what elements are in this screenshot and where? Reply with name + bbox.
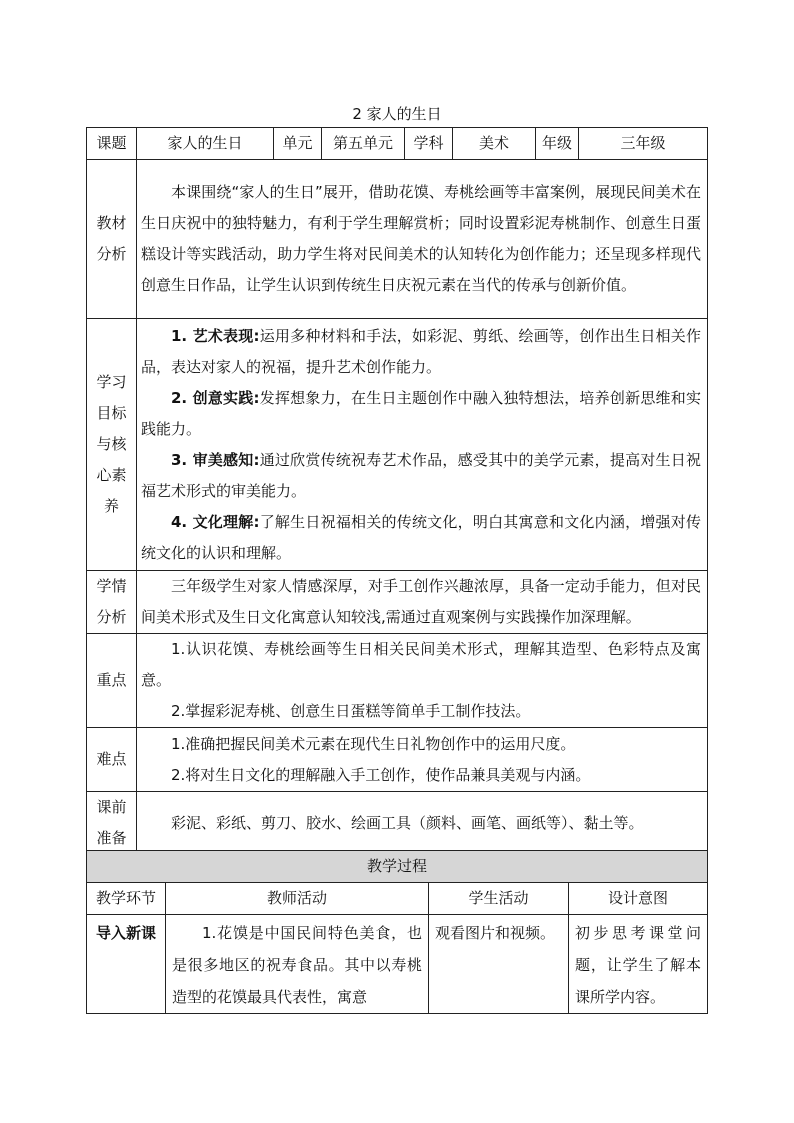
goals-cell <box>137 319 708 571</box>
preparation-cell <box>137 792 708 855</box>
textbook-analysis-text: 本课围绕“家人的生日”展开，借助花馍、寿桃绘画等丰富案例，展现民间美术在生日庆祝中的独特魅力，有利于学生理解赏析；同时设置彩泥寿桃制作、创意生日蛋糕设计等实践活动，助力学生将对民间美术的认知转化为创作能力；还呈现多样现代创意生日作品，让学生认识到传统生日庆祝元素在当代的传承与创新价值。 <box>141 183 701 294</box>
unit-label: 单元 <box>274 128 322 160</box>
goal-item <box>141 445 701 507</box>
textbook-analysis-label: 教材分析 <box>87 160 137 319</box>
unit-value: 第五单元 <box>322 128 405 160</box>
difficulties-cell <box>137 728 708 792</box>
preparation-text: 彩泥、彩纸、剪刀、胶水、绘画工具（颜料、画笔、画纸等）、黏土等。 <box>171 813 644 832</box>
column-header-intent: 设计意图 <box>569 883 708 915</box>
teaching-process-table <box>86 850 708 1014</box>
difficulties-label: 难点 <box>87 728 137 792</box>
goals-label: 学习目标与核心素养 <box>87 319 137 571</box>
learner-analysis-label: 学情分析 <box>87 571 137 634</box>
textbook-analysis-cell <box>137 160 708 319</box>
key-points-cell <box>137 634 708 728</box>
student-activity-cell: 观看图片和视频。 <box>429 915 569 1014</box>
difficulties-row <box>87 728 708 792</box>
preparation-row <box>87 792 708 855</box>
goal-heading: 4. 文化理解: <box>171 512 260 531</box>
difficulty-item: 1.准确把握民间美术元素在现代生日礼物创作中的运用尺度。 <box>171 734 576 753</box>
goal-heading: 3. 审美感知: <box>171 450 260 469</box>
column-header-stage: 教学环节 <box>87 883 166 915</box>
subject-value: 美术 <box>453 128 536 160</box>
learner-analysis-cell <box>137 571 708 634</box>
textbook-analysis-row <box>87 160 708 319</box>
grade-label: 年级 <box>536 128 579 160</box>
goal-text: 发挥想象力，在生日主题创作中融入独特想法，培养创新思维和实践能力。 <box>141 388 701 438</box>
teacher-activity-cell: 1.花馍是中国民间特色美食，也是很多地区的祝寿食品。其中以寿桃造型的花馍最具代表性，寓意 <box>166 915 429 1014</box>
learner-analysis-text: 三年级学生对家人情感深厚，对手工创作兴趣浓厚，具备一定动手能力，但对民间美术形式及生日文化寓意认知较浅,需通过直观案例与实践操作加深理解。 <box>141 577 701 626</box>
goal-text: 运用多种材料和手法，如彩泥、剪纸、绘画等，创作出生日相关作品，表达对家人的祝福，提升艺术创作能力。 <box>141 326 701 376</box>
key-points-label: 重点 <box>87 634 137 728</box>
column-header-student: 学生活动 <box>429 883 569 915</box>
process-title-row <box>87 851 708 883</box>
goal-item <box>141 507 701 569</box>
goal-text: 了解生日祝福相关的传统文化，明白其寓意和文化内涵，增强对传统文化的认识和理解。 <box>141 512 701 562</box>
goal-heading: 2. 创意实践: <box>171 388 260 407</box>
goal-item <box>141 383 701 445</box>
table-row <box>87 915 708 1014</box>
topic-label: 课题 <box>87 128 137 160</box>
goals-row <box>87 319 708 571</box>
topic-value: 家人的生日 <box>137 128 274 160</box>
learner-analysis-row <box>87 571 708 634</box>
difficulty-item: 2.将对生日文化的理解融入手工创作，使作品兼具美观与内涵。 <box>171 765 591 784</box>
header-row <box>87 128 708 160</box>
goal-item <box>141 321 701 383</box>
key-point-item: 2.掌握彩泥寿桃、创意生日蛋糕等简单手工制作技法。 <box>171 702 531 720</box>
document-title: 2 家人的生日 <box>352 105 442 123</box>
lesson-info-table <box>86 127 708 855</box>
key-point-item: 1.认识花馍、寿桃绘画等生日相关民间美术形式，理解其造型、色彩特点及寓意。 <box>141 640 701 689</box>
process-title: 教学过程 <box>87 851 708 883</box>
process-column-headers <box>87 883 708 915</box>
goal-text: 通过欣赏传统祝寿艺术作品，感受其中的美学元素，提高对生日祝福艺术形式的审美能力。 <box>141 450 701 500</box>
subject-label: 学科 <box>405 128 453 160</box>
column-header-teacher: 教师活动 <box>166 883 429 915</box>
stage-cell: 导入新课 <box>87 915 166 1014</box>
preparation-label: 课前准备 <box>87 792 137 855</box>
key-points-row <box>87 634 708 728</box>
goal-heading: 1. 艺术表现: <box>171 326 260 345</box>
design-intent-cell: 初步思考课堂问题，让学生了解本课所学内容。 <box>569 915 708 1014</box>
grade-value: 三年级 <box>579 128 708 160</box>
